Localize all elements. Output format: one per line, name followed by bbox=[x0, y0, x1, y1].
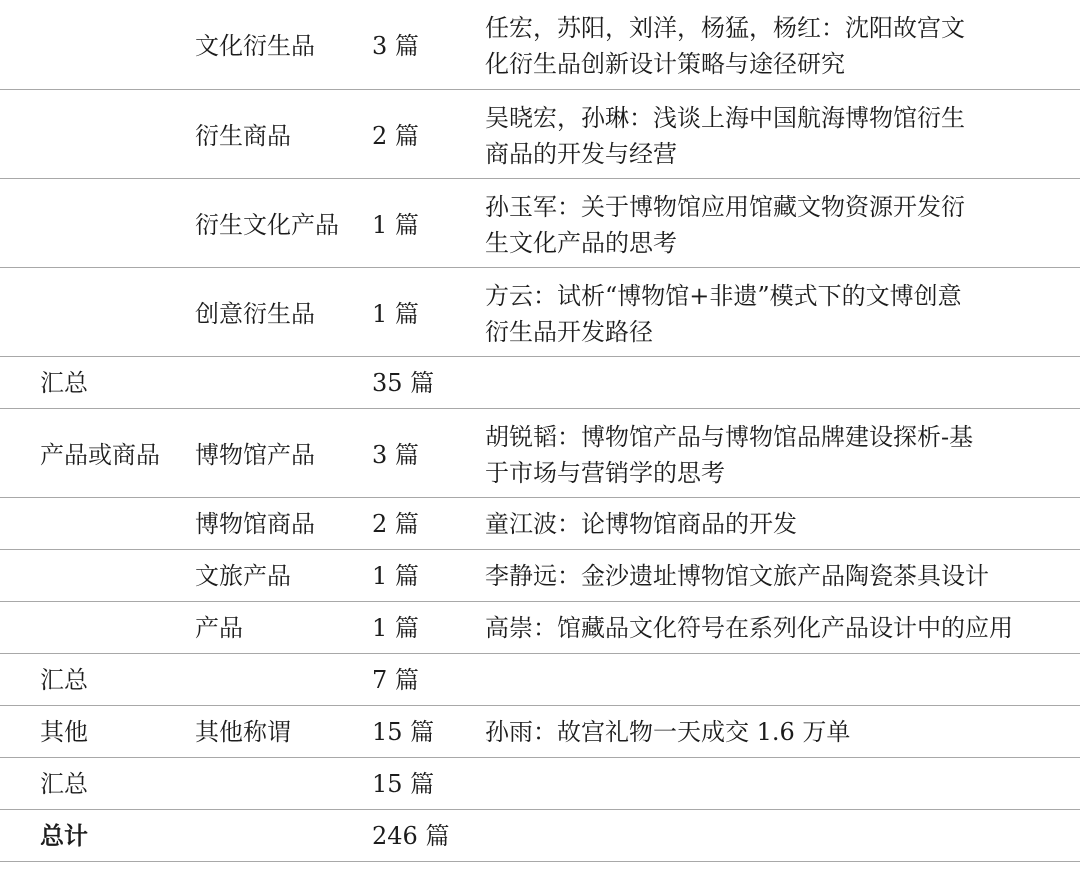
category-cell: 汇总 bbox=[40, 369, 88, 397]
reference-cell: 孙雨：故宫礼物一天成交 1.6 万单 bbox=[485, 718, 851, 746]
category-cell: 汇总 bbox=[40, 770, 88, 798]
table-row bbox=[0, 409, 1080, 498]
reference-line: 于市场与营销学的思考 bbox=[485, 459, 725, 487]
table-row bbox=[0, 498, 1080, 550]
count-cell: 1 篇 bbox=[372, 211, 419, 239]
count-cell: 1 篇 bbox=[372, 300, 419, 328]
count-cell: 3 篇 bbox=[372, 441, 419, 469]
term-cell: 其他称谓 bbox=[195, 718, 291, 746]
grand-total-label: 总计 bbox=[40, 822, 88, 850]
table-row bbox=[0, 602, 1080, 654]
reference-line: 化衍生品创新设计策略与途径研究 bbox=[485, 50, 845, 78]
count-cell: 3 篇 bbox=[372, 32, 419, 60]
grand-total-row bbox=[0, 810, 1080, 862]
category-cell: 汇总 bbox=[40, 666, 88, 694]
count-cell: 1 篇 bbox=[372, 562, 419, 590]
reference-line: 方云：试析“博物馆+非遗”模式下的文博创意 bbox=[485, 282, 962, 310]
reference-cell bbox=[485, 189, 1075, 261]
term-cell: 衍生商品 bbox=[195, 122, 291, 150]
table-row bbox=[0, 0, 1080, 90]
term-cell: 创意衍生品 bbox=[195, 300, 315, 328]
count-cell: 7 篇 bbox=[372, 666, 419, 694]
reference-cell: 童江波：论博物馆商品的开发 bbox=[485, 510, 797, 538]
term-cell: 博物馆产品 bbox=[195, 441, 315, 469]
reference-cell bbox=[485, 10, 1075, 82]
reference-line: 衍生品开发路径 bbox=[485, 318, 653, 346]
term-cell: 衍生文化产品 bbox=[195, 211, 339, 239]
table-row bbox=[0, 268, 1080, 357]
grand-total-count: 246 篇 bbox=[372, 822, 450, 850]
reference-line: 商品的开发与经营 bbox=[485, 140, 677, 168]
count-cell: 2 篇 bbox=[372, 510, 419, 538]
reference-cell: 高崇：馆藏品文化符号在系列化产品设计中的应用 bbox=[485, 614, 1013, 642]
subtotal-row bbox=[0, 758, 1080, 810]
count-cell: 35 篇 bbox=[372, 369, 435, 397]
reference-cell: 李静远：金沙遗址博物馆文旅产品陶瓷茶具设计 bbox=[485, 562, 989, 590]
term-cell: 文旅产品 bbox=[195, 562, 291, 590]
reference-cell bbox=[485, 100, 1075, 172]
category-cell: 产品或商品 bbox=[40, 441, 160, 469]
reference-line: 孙玉军：关于博物馆应用馆藏文物资源开发衍 bbox=[485, 193, 965, 221]
reference-cell bbox=[485, 419, 1075, 491]
reference-line: 吴晓宏，孙琳：浅谈上海中国航海博物馆衍生 bbox=[485, 104, 965, 132]
subtotal-row bbox=[0, 654, 1080, 706]
reference-line: 胡锐韬：博物馆产品与博物馆品牌建设探析-基 bbox=[485, 423, 974, 451]
reference-line: 任宏，苏阳，刘洋，杨猛，杨红：沈阳故宫文 bbox=[485, 14, 965, 42]
table-row bbox=[0, 90, 1080, 179]
table-row bbox=[0, 706, 1080, 758]
reference-cell bbox=[485, 278, 1075, 350]
subtotal-row bbox=[0, 357, 1080, 409]
category-cell: 其他 bbox=[40, 718, 88, 746]
reference-line: 生文化产品的思考 bbox=[485, 229, 677, 257]
count-cell: 15 篇 bbox=[372, 770, 435, 798]
term-cell: 博物馆商品 bbox=[195, 510, 315, 538]
table-row bbox=[0, 179, 1080, 268]
term-cell: 产品 bbox=[195, 614, 243, 642]
count-cell: 1 篇 bbox=[372, 614, 419, 642]
count-cell: 2 篇 bbox=[372, 122, 419, 150]
term-cell: 文化衍生品 bbox=[195, 32, 315, 60]
count-cell: 15 篇 bbox=[372, 718, 435, 746]
table-row bbox=[0, 550, 1080, 602]
